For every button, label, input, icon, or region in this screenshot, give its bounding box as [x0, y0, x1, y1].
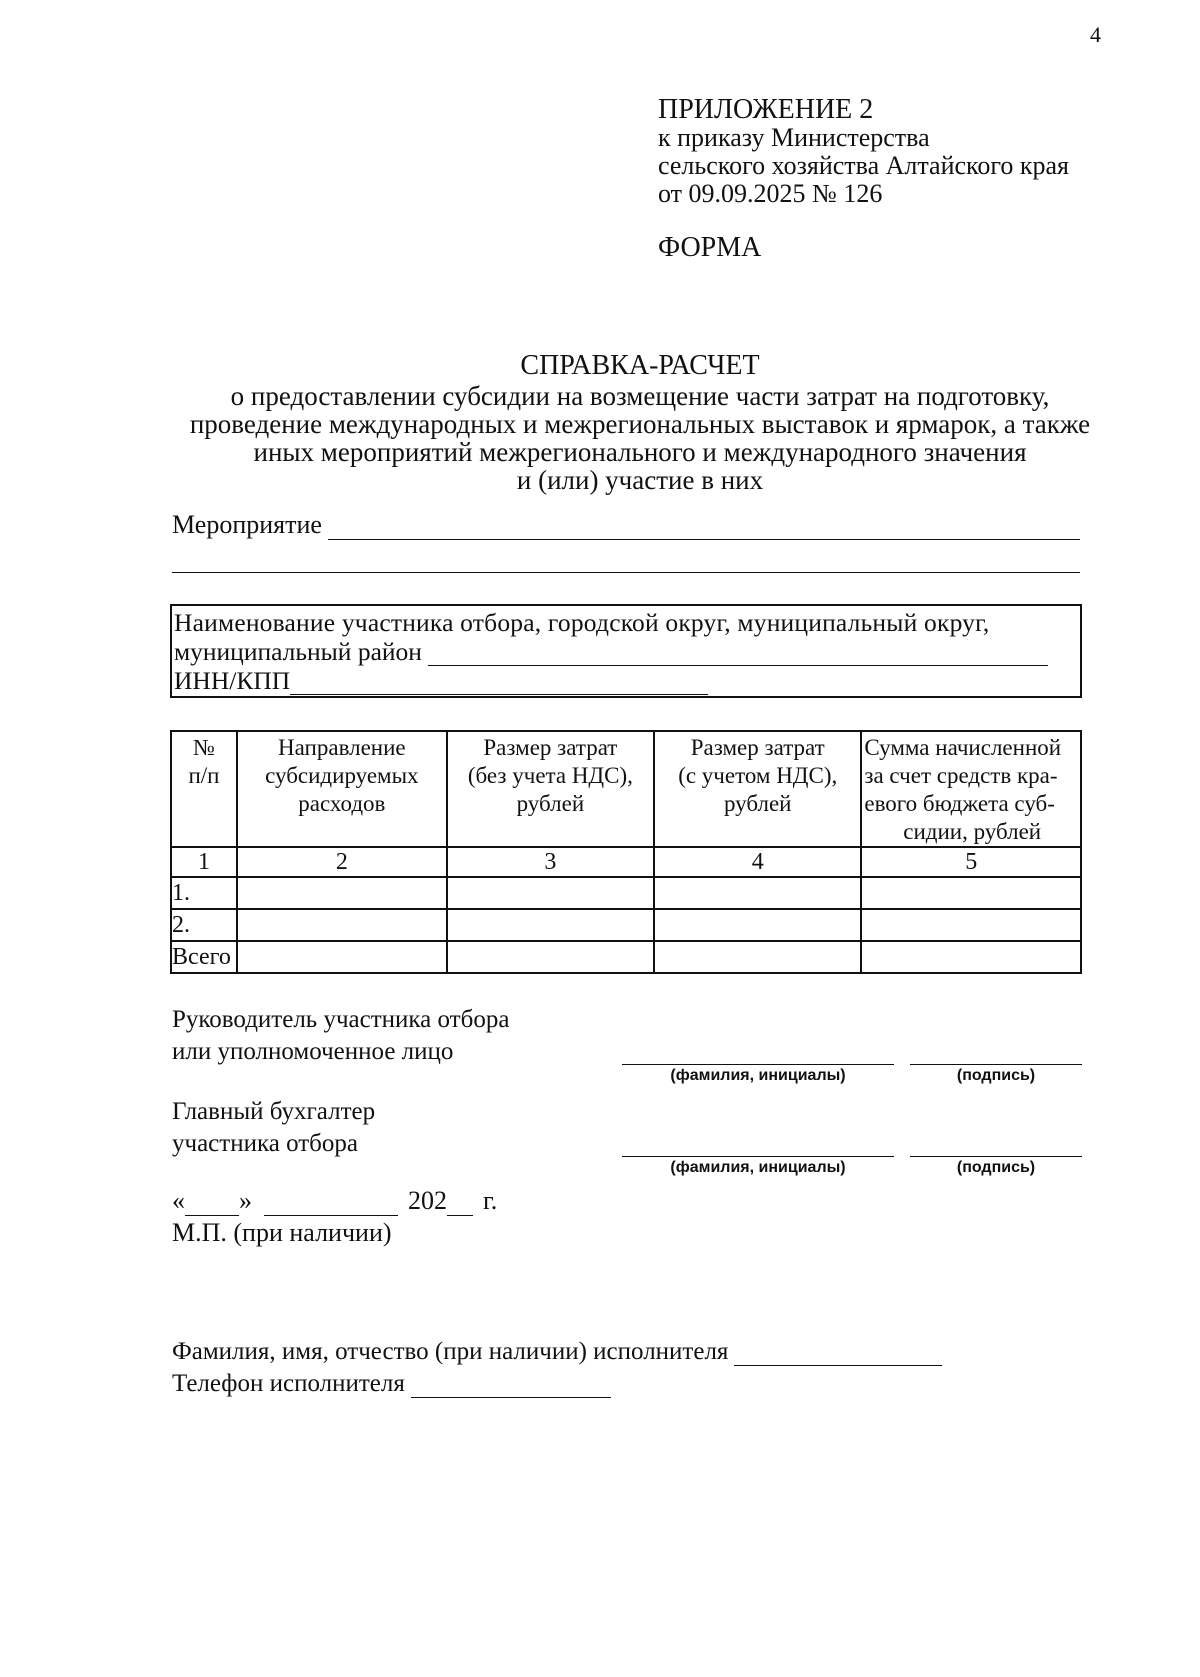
inn-row: [174, 666, 1078, 695]
form-label: ФОРМА: [658, 232, 762, 263]
table-row: [171, 877, 1081, 909]
header-col-5: Сумма начисленной за счет средств кра- евого бюджета суб- сидии, рублей: [861, 731, 1081, 847]
column-number: 2: [237, 847, 447, 877]
head-name-caption: (фамилия, инициалы): [670, 1067, 846, 1084]
participant-box: [170, 604, 1082, 698]
date-day-field[interactable]: [185, 1193, 239, 1216]
participant-label: Наименование участника отбора, городской округ, муниципальный округ,: [174, 608, 990, 637]
appendix-title: ПРИЛОЖЕНИЕ 2: [658, 94, 874, 125]
table-cell[interactable]: [237, 877, 447, 909]
date-month-field[interactable]: [264, 1193, 398, 1216]
head-name-field[interactable]: [622, 1064, 894, 1065]
table-header-row: [171, 731, 1081, 847]
table-cell[interactable]: [237, 909, 447, 941]
executor-phone-label: Телефон исполнителя: [172, 1370, 405, 1397]
district-field[interactable]: [428, 643, 1048, 666]
head-signature-field[interactable]: [910, 1064, 1082, 1065]
document-title-block: [160, 352, 1120, 494]
executor-name-label: Фамилия, имя, отчество (при наличии) исполнителя: [172, 1338, 729, 1365]
table-row: [171, 909, 1081, 941]
appendix-line-3: от 09.09.2025 № 126: [658, 179, 883, 208]
header-col-4: Размер затрат (с учетом НДС), рублей: [654, 731, 861, 847]
event-label: Мероприятие: [172, 510, 322, 539]
table-cell[interactable]: [861, 941, 1081, 973]
table-cell[interactable]: [447, 941, 654, 973]
column-number: 1: [171, 847, 237, 877]
event-field-line-2[interactable]: [172, 572, 1080, 573]
head-signature-caption: (подпись): [956, 1067, 1036, 1084]
inn-field[interactable]: [290, 672, 708, 695]
district-label: муниципальный район: [174, 637, 422, 666]
stamp-label: М.П. (при наличии): [172, 1218, 392, 1247]
inn-label: ИНН/КПП: [174, 666, 291, 695]
event-row: [172, 510, 1080, 540]
header-col-2: Направление субсидируемых расходов: [237, 731, 447, 847]
accountant-name-caption: (фамилия, инициалы): [670, 1159, 846, 1176]
accountant-name-field[interactable]: [622, 1156, 894, 1157]
date-row: [172, 1186, 497, 1216]
accountant-signature-label: Главный бухгалтер участника отбора: [172, 1098, 376, 1157]
date-open-quote: «: [172, 1186, 185, 1215]
accountant-signature-field[interactable]: [910, 1156, 1082, 1157]
accountant-signature-caption: (подпись): [956, 1159, 1036, 1176]
table-cell[interactable]: [654, 941, 861, 973]
column-number: 5: [861, 847, 1081, 877]
header-col-1: № п/п: [171, 731, 237, 847]
district-row: [174, 637, 1078, 666]
document-subtitle-line-3: иных мероприятий межрегионального и международного значения: [253, 437, 1027, 467]
table-cell[interactable]: [861, 877, 1081, 909]
table-cell[interactable]: [654, 877, 861, 909]
executor-name-row: [172, 1338, 942, 1366]
table-cell[interactable]: [447, 877, 654, 909]
column-number: 4: [654, 847, 861, 877]
date-close-quote: »: [239, 1186, 252, 1215]
column-number-row: [171, 847, 1081, 877]
date-year-prefix: 202: [408, 1186, 447, 1215]
page-number: 4: [1090, 22, 1101, 47]
event-field[interactable]: [328, 515, 1080, 540]
header-col-3: Размер затрат (без учета НДС), рублей: [447, 731, 654, 847]
row-number: 2.: [171, 909, 237, 941]
date-year-field[interactable]: [447, 1193, 473, 1216]
table-total-row: [171, 941, 1081, 973]
appendix-line-2: сельского хозяйства Алтайского края: [658, 151, 1070, 180]
column-number: 3: [447, 847, 654, 877]
document-subtitle-line-2: проведение международных и межрегиональных выставок и ярмарок, а также: [189, 409, 1091, 439]
table-cell[interactable]: [237, 941, 447, 973]
document-subtitle-line-4: и (или) участие в них: [516, 465, 764, 495]
head-signature-label: Руководитель участника отбора или уполномоченное лицо: [172, 1006, 510, 1065]
table-cell[interactable]: [861, 909, 1081, 941]
executor-name-field[interactable]: [734, 1343, 942, 1366]
calculation-table: [170, 730, 1082, 974]
document-title: СПРАВКА-РАСЧЕТ: [520, 350, 760, 381]
appendix-line-1: к приказу Министерства: [658, 123, 930, 152]
executor-phone-row: [172, 1370, 611, 1398]
row-number: 1.: [171, 877, 237, 909]
table-cell[interactable]: [447, 909, 654, 941]
document-subtitle-line-1: о предоставлении субсидии на возмещение части затрат на подготовку,: [230, 381, 1050, 411]
executor-phone-field[interactable]: [411, 1375, 611, 1398]
date-year-suffix: г.: [483, 1186, 498, 1215]
row-total-label: Всего: [171, 941, 237, 973]
table-cell[interactable]: [654, 909, 861, 941]
appendix-header: [658, 96, 1069, 208]
